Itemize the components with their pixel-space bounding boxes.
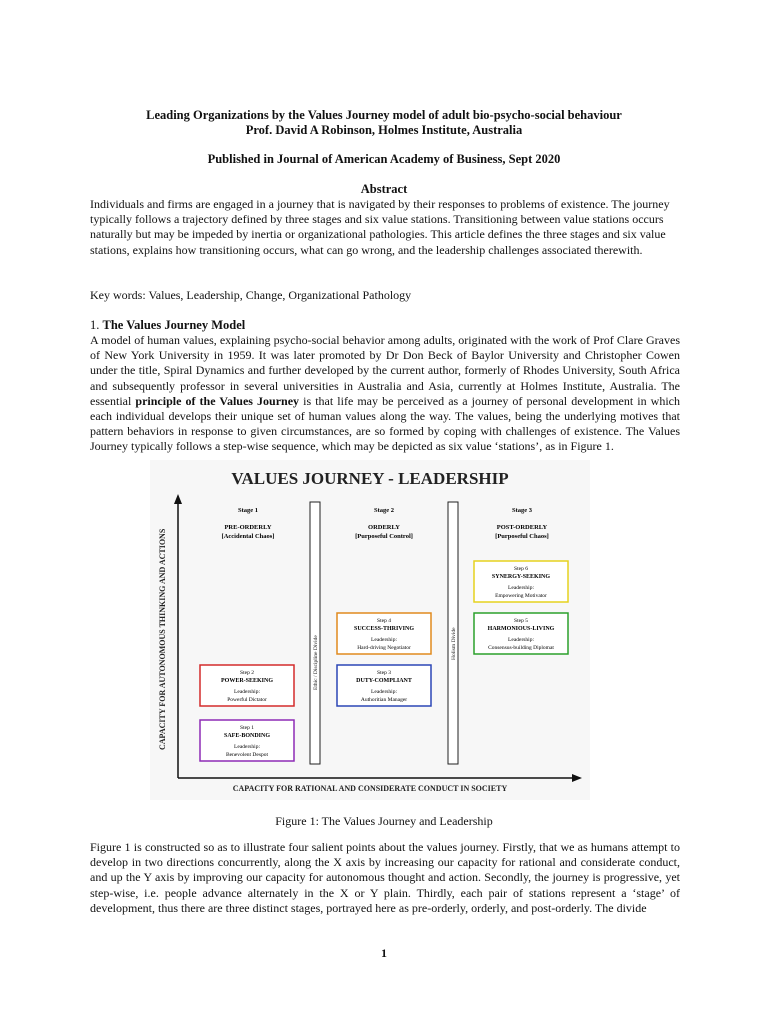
figure-title: VALUES JOURNEY - LEADERSHIP [231,469,509,488]
abstract-body: Individuals and firms are engaged in a journey that is navigated by their responses to problems of existence. The journey typically follows a trajectory defined by three stages and six value stations. Transitioning between value stations occurs naturally but may be impeded by inertia or organizational pathologies. This article defines the three stages and six value stations, explains how transitioning occurs, what can go wrong, and the leadership challenges associated therewith. [90,197,670,257]
figure-caption: Figure 1: The Values Journey and Leadership [275,814,493,828]
step-2-number: Step 2 [240,670,254,676]
step-3-number: Step 3 [377,670,391,676]
values-journey-figure [150,460,590,800]
section-1-paragraph [90,333,680,455]
stage-1-name: PRE-ORDERLY [224,524,272,531]
section-1-continued-text: Figure 1 is constructed so as to illustrate four salient points about the values journey. Firstly, that we as humans attempt to develop in two directions concurrently, along the X axis by increasing our capacity for rational and considerate conduct, and up the Y axis by improving our capacity for autonomous thought and action. Secondly, the journey is progressive, yet step-wise, i.e. people advance alternately in the X or Y plain. Thirdly, each pair of stations represent a ‘stage’ of development, thus there are three distinct stages, portrayed here as pre-orderly, orderly, and post-orderly. The divide [90,840,680,915]
stage-2-label: Stage 2 [373,507,395,514]
stage-2-name: ORDERLY [368,524,400,531]
step-5-leader: Consensus-building Diplomat [488,645,554,651]
publication-line: Published in Journal of American Academy of Business, Sept 2020 [207,152,561,166]
section-1-heading [90,318,245,333]
step-2-leader-label: Leadership: [234,689,260,695]
step-5-box [474,613,568,654]
abstract-heading: Abstract [360,182,408,196]
figure-diagram [150,460,590,800]
step-5-number: Step 5 [514,618,528,624]
step-5-name: HARMONIOUS-LIVING [487,626,555,632]
step-4-name: SUCCESS-THRIVING [353,626,415,632]
step-6-box [474,561,568,602]
paper-title [0,108,768,138]
step-1-leader-label: Leadership: [234,744,260,750]
title-line-1: Leading Organizations by the Values Journey model of adult bio-psycho-social behaviour [146,108,622,122]
step-1-box [200,720,294,761]
step-2-name: POWER-SEEKING [220,678,274,684]
section-1-continued [90,840,680,916]
section-1-bold: principle of the Values Journey [135,393,300,408]
x-axis-label: CAPACITY FOR RATIONAL AND CONSIDERATE CONDUCT IN SOCIETY [232,784,508,793]
divide-1-label: Ethic / Discipline Divide [313,635,319,690]
section-1-text-a: A model of human values, explaining psycho-social behavior among adults, originated with the work of Prof Clare Graves of New York University in 1959. It was later promoted by Dr Don Beck of Baylor University and Christopher Cowen under the title, Spiral Dynamics and further developed by the current author, formerly of Rhodes University, South Africa and subsequently professor in several universities in Australia and Asia, currently at Holmes Institute, Australia. The essential [90,333,680,408]
stage-3-label: Stage 3 [511,507,533,514]
section-1-text-b: is that life may be perceived as a journey of personal development in which each individual develops their unique set of human values along the way. The values, being the underlying motives that pattern behaviors in response to given circumstances, are so formed by coping with challenges of existence. The Values Journey typically follows a step-wise sequence, which may be depicted as six value ‘stations’, as in Figure 1. [90,393,680,454]
section-1-body [90,333,680,455]
stage-3-sub: [Purposeful Chaos] [495,533,549,540]
step-4-box [337,613,431,654]
stage-3-name: POST-ORDERLY [496,524,548,531]
step-1-name: SAFE-BONDING [223,733,271,739]
step-1-leader: Benevolent Despot [225,752,269,758]
step-6-number: Step 6 [514,566,528,572]
author-line: Prof. David A Robinson, Holmes Institute, Australia [245,123,523,137]
step-6-leader: Empowering Motivator [495,593,547,599]
step-6-leader-label: Leadership: [508,585,534,591]
ethic-discipline-divide [310,502,320,764]
page-number: 1 [381,946,387,960]
stage-1-label: Stage 1 [237,507,259,514]
step-5-leader-label: Leadership: [508,637,534,643]
step-4-leader: Hard-driving Negotiator [357,645,411,651]
stage-1-sub: [Accidental Chaos] [221,533,275,540]
step-4-leader-label: Leadership: [371,637,397,643]
step-3-leader-label: Leadership: [371,689,397,695]
step-2-leader: Powerful Dictator [227,697,267,703]
step-3-leader: Authoritian Manager [360,697,408,703]
abstract-text [90,197,680,258]
stage-2-sub: [Purposeful Control] [355,533,413,540]
step-6-name: SYNERGY-SEEKING [491,574,551,580]
section-title: The Values Journey Model [102,318,246,332]
y-axis-label: CAPACITY FOR AUTONOMOUS THINKING AND ACTIONS [158,528,167,750]
keywords-text: Key words: Values, Leadership, Change, Organizational Pathology [90,288,412,302]
divide-2-label: Holism Divide [451,627,457,660]
step-1-number: Step 1 [240,725,254,731]
step-2-box [200,665,294,706]
step-3-box [337,665,431,706]
section-number: 1. [90,318,100,332]
step-3-name: DUTY-COMPLIANT [356,678,412,684]
keywords [90,288,680,303]
step-4-number: Step 4 [377,618,391,624]
